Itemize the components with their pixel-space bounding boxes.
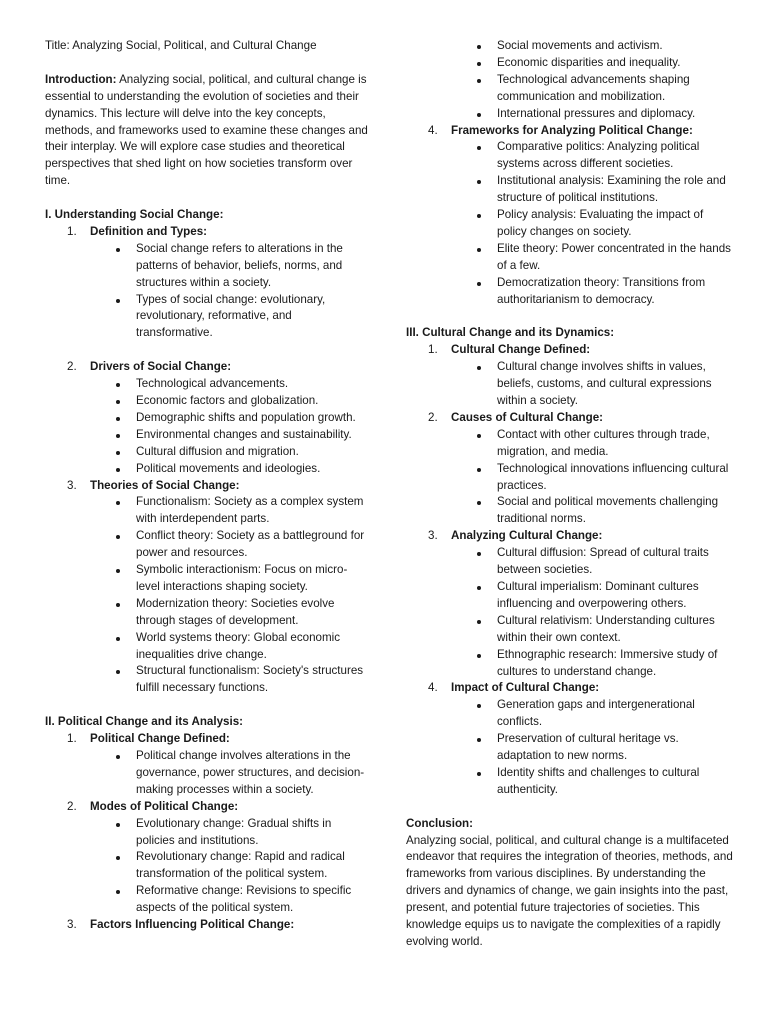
section-3-heading: III. Cultural Change and its Dynamics: [406,326,615,340]
list-item: Social change refers to alterations in the patterns of behavior, beliefs, norms, and structures within a society. [136,241,371,292]
bullet-list [45,748,371,799]
bullet-list [406,38,736,123]
list-item: Identity shifts and challenges to cultural authenticity. [497,765,736,799]
list-item: Political movements and ideologies. [136,461,371,478]
subsection-title: Modes of Political Change: [90,799,239,813]
numbered-item: 1. Political Change Defined: [67,732,230,746]
list-item: Types of social change: evolutionary, revolutionary, reformative, and transformative. [136,292,371,343]
subsection-title: Political Change Defined: [90,732,230,746]
list-item: Revolutionary change: Rapid and radical transformation of the political system. [136,849,371,883]
list-item: Evolutionary change: Gradual shifts in policies and institutions. [136,816,371,850]
subsection-title: Drivers of Social Change: [90,360,232,374]
document-title: Title: Analyzing Social, Political, and Cultural Change [45,39,317,52]
right-column [406,38,736,951]
list-item: Symbolic interactionism: Focus on micro-level interactions shaping society. [136,562,371,596]
subsection-title: Theories of Social Change: [90,478,240,492]
list-item: Contact with other cultures through trade, migration, and media. [497,427,736,461]
bullet-list [406,427,736,528]
subsection-title: Definition and Types: [90,224,208,238]
list-item: Conflict theory: Society as a battleground for power and resources. [136,528,371,562]
subsection-title: Cultural Change Defined: [451,343,591,357]
bullet-list [406,359,736,410]
bullet-list [45,241,371,342]
list-item: Technological innovations influencing cultural practices. [497,461,736,495]
list-item: Environmental changes and sustainability. [136,427,371,444]
list-item: Cultural diffusion: Spread of cultural traits between societies. [497,545,736,579]
list-item: Social movements and activism. [497,38,736,55]
list-item: Comparative politics: Analyzing political systems across different societies. [497,139,736,173]
subsection-title: Factors Influencing Political Change: [90,918,295,932]
introduction-text: Analyzing social, political, and cultural change is essential to understanding the evolution of societies and their dynamics. This lecture will delve into the key concepts, methods, and frameworks used to examine these changes and their interplay. We will explore case studies and theoretical perspectives that shed light on how societies transform over time. [45,72,368,188]
list-item: Structural functionalism: Society's structures fulfill necessary functions. [136,663,371,697]
list-item: Institutional analysis: Examining the role and structure of political institutions. [497,173,736,207]
conclusion-paragraph: Analyzing social, political, and cultural change is a multifaceted endeavor that requires the integration of theories, methods, and frameworks from various disciplines. By understanding the drivers and dynamics of change, we gain insights into the past, present, and potential future trajectories of societies. This knowledge equips us to navigate the complexities of a rapidly evolving world. [406,833,733,948]
left-column [45,38,371,934]
list-item: Demographic shifts and population growth. [136,410,371,427]
list-item: Technological advancements. [136,376,371,393]
conclusion-label: Conclusion: [406,816,473,830]
list-item: Social and political movements challenging traditional norms. [497,494,736,528]
list-item: Reformative change: Revisions to specific aspects of the political system. [136,883,371,917]
subsection-title: Impact of Cultural Change: [451,681,600,695]
list-item: Political change involves alterations in the governance, power structures, and decision-making processes within a society. [136,748,371,799]
list-item: Cultural change involves shifts in values, beliefs, customs, and cultural expressions within a society. [497,359,736,410]
list-item: Cultural diffusion and migration. [136,444,371,461]
list-item: Cultural relativism: Understanding cultures within their own context. [497,613,736,647]
list-item: Modernization theory: Societies evolve through stages of development. [136,596,371,630]
numbered-item: 3. Analyzing Cultural Change: [428,529,603,543]
numbered-item: 2. Drivers of Social Change: [67,360,232,374]
numbered-item: 1. Definition and Types: [67,224,208,238]
numbered-item: 4. Impact of Cultural Change: [428,681,600,695]
numbered-item: 4. Frameworks for Analyzing Political Change: [428,123,693,137]
list-item: Policy analysis: Evaluating the impact of policy changes on society. [497,207,736,241]
section-2-heading: II. Political Change and its Analysis: [45,715,243,729]
list-item: Ethnographic research: Immersive study of cultures to understand change. [497,647,736,681]
numbered-item: 2. Causes of Cultural Change: [428,410,604,424]
list-item: Preservation of cultural heritage vs. adaptation to new norms. [497,731,736,765]
bullet-list [45,376,371,477]
numbered-item: 1. Cultural Change Defined: [428,343,591,357]
list-item: Generation gaps and intergenerational conflicts. [497,697,736,731]
section-1-heading: I. Understanding Social Change: [45,208,224,222]
introduction-paragraph [45,72,371,190]
list-item: World systems theory: Global economic inequalities drive change. [136,630,371,664]
list-item: Democratization theory: Transitions from authoritarianism to democracy. [497,275,736,309]
list-item: Technological advancements shaping communication and mobilization. [497,72,736,106]
introduction-label: Introduction: [45,72,117,86]
numbered-item: 3. Theories of Social Change: [67,478,240,492]
list-item: Economic disparities and inequality. [497,55,736,72]
list-item: Elite theory: Power concentrated in the hands of a few. [497,241,736,275]
list-item: Economic factors and globalization. [136,393,371,410]
subsection-title: Analyzing Cultural Change: [451,529,603,543]
bullet-list [45,494,371,697]
list-item: Cultural imperialism: Dominant cultures influencing and overpowering others. [497,579,736,613]
list-item: International pressures and diplomacy. [497,106,736,123]
bullet-list [406,139,736,308]
bullet-list [406,697,736,798]
bullet-list [406,545,736,680]
numbered-item: 2. Modes of Political Change: [67,799,239,813]
list-item: Functionalism: Society as a complex system with interdependent parts. [136,494,371,528]
bullet-list [45,816,371,917]
subsection-title: Frameworks for Analyzing Political Change: [451,123,693,137]
numbered-item: 3. Factors Influencing Political Change: [67,918,295,932]
subsection-title: Causes of Cultural Change: [451,410,604,424]
